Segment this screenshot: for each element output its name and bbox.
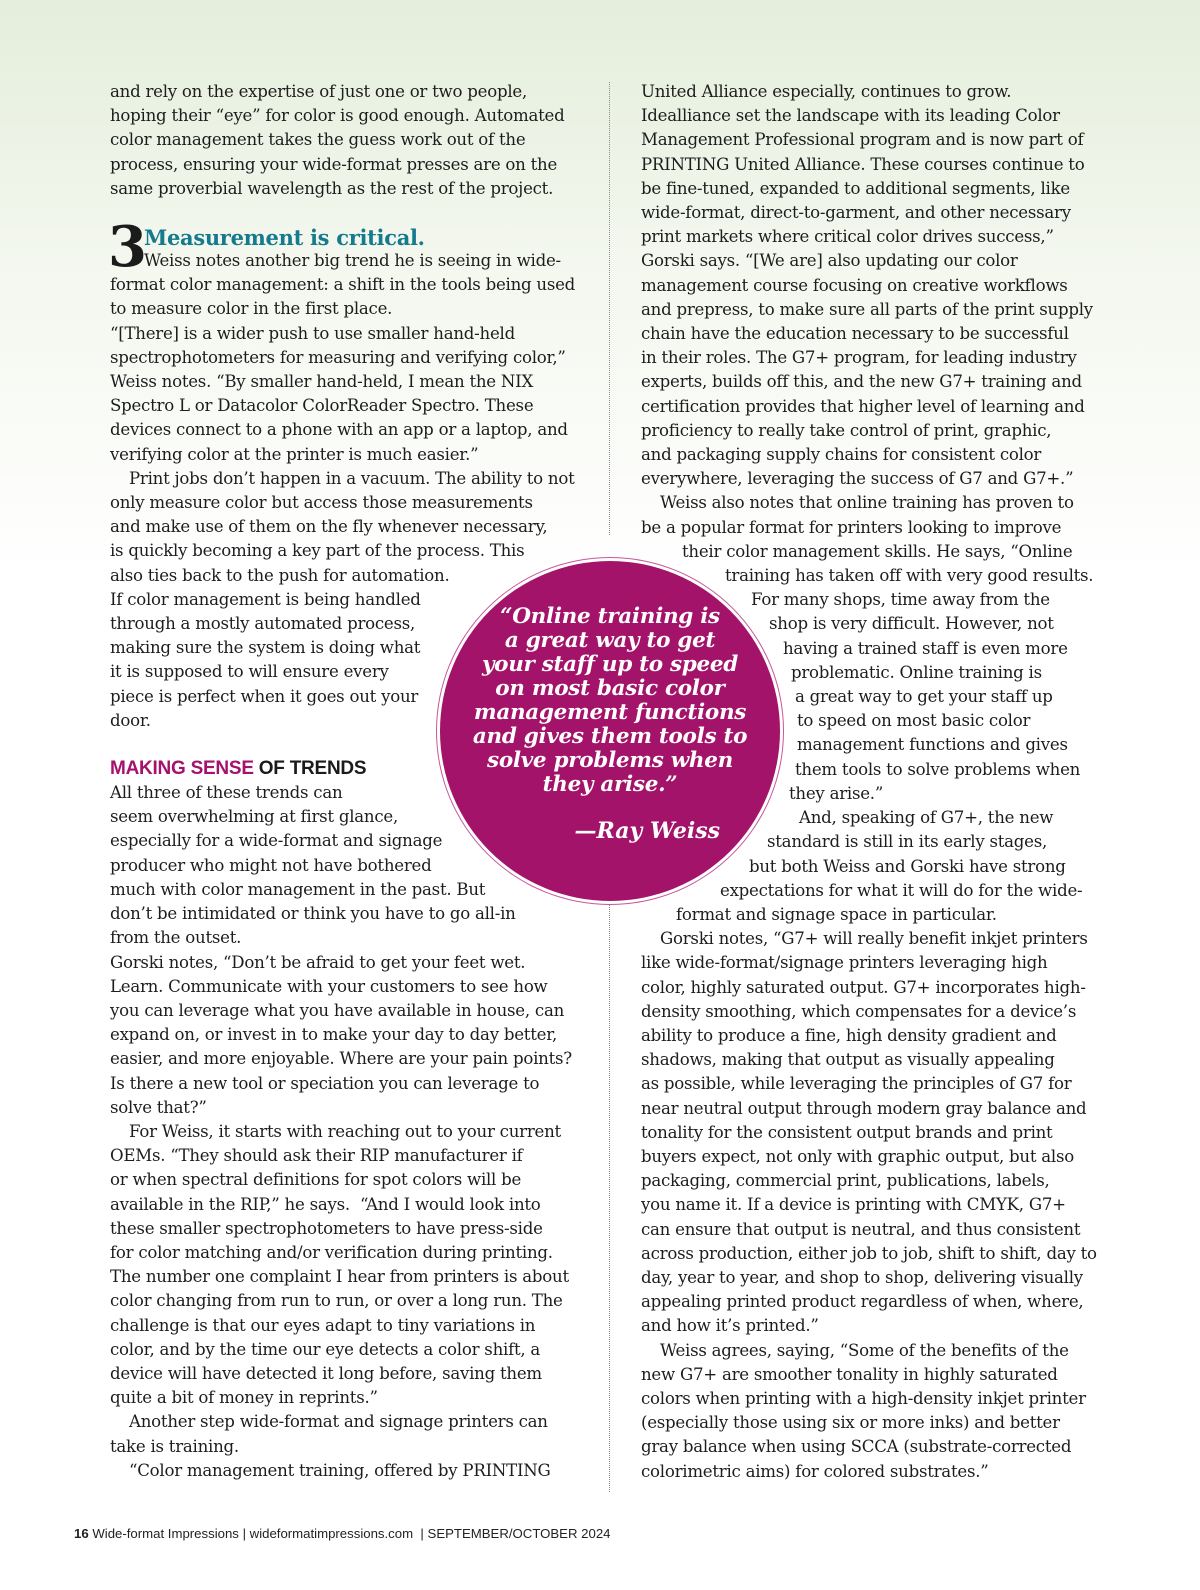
text-line: a great way to get your staff up bbox=[795, 687, 1053, 707]
text-line: is quickly becoming a key part of the process. This bbox=[110, 541, 525, 561]
pull-quote-text: “Online training is a great way to get your staff up to speed on most basic color management functions and gives them tools to solve problems when they arise.” bbox=[472, 604, 748, 797]
text-line: to measure color in the first place. bbox=[110, 299, 393, 319]
text-line: training has taken off with very good results. bbox=[725, 566, 1094, 586]
text-line: everywhere, leveraging the success of G7 and G7+.” bbox=[641, 469, 1074, 489]
body-paragraph bbox=[641, 80, 1121, 491]
text-line: Print jobs don’t happen in a vacuum. The ability to not bbox=[129, 468, 575, 488]
text-line: and rely on the expertise of just one or two people, bbox=[110, 82, 527, 101]
text-line: management functions and gives bbox=[797, 735, 1068, 755]
text-line: verifying color at the printer is much easier.” bbox=[110, 444, 479, 464]
text-line: shadows, making that output as visually appealing bbox=[641, 1050, 1055, 1070]
text-line: producer who might not have bothered bbox=[110, 855, 432, 875]
text-line: seem overwhelming at first glance, bbox=[110, 807, 398, 827]
text-line: problematic. Online training is bbox=[791, 662, 1042, 682]
text-line: challenge is that our eyes adapt to tiny variations in bbox=[110, 1315, 536, 1335]
website-link[interactable]: wideformatimpressions.com bbox=[249, 1526, 414, 1541]
subhead-accent: MAKING SENSE bbox=[110, 758, 254, 780]
text-line: (especially those using six or more inks) and better bbox=[641, 1413, 1060, 1433]
text-line: buyers expect, not only with graphic output, but also bbox=[641, 1146, 1074, 1166]
publication-name: Wide-format Impressions bbox=[88, 1526, 239, 1541]
body-paragraph bbox=[641, 1339, 1121, 1484]
pull-quote-attribution: —Ray Weiss bbox=[574, 818, 720, 844]
text-line: in their roles. The G7+ program, for leading industry bbox=[641, 348, 1077, 368]
subhead-rest: OF TRENDS bbox=[253, 758, 367, 780]
text-line: only measure color but access those measurements bbox=[110, 493, 533, 513]
text-line: OEMs. “They should ask their RIP manufacturer if bbox=[110, 1146, 523, 1166]
text-line: as possible, while leveraging the principles of G7 for bbox=[641, 1074, 1072, 1094]
text-line: chain have the education necessary to be successful bbox=[641, 324, 1069, 344]
text-line: gray balance when using SCCA (substrate-corrected bbox=[641, 1437, 1072, 1457]
text-line: format color management: a shift in the tools being used bbox=[110, 275, 576, 295]
text-line: or when spectral definitions for spot colors will be bbox=[110, 1170, 522, 1190]
column-divider bbox=[609, 905, 610, 1492]
text-line: take is training. bbox=[110, 1436, 239, 1456]
text-line: Gorski says. “[We are] also updating our color bbox=[641, 251, 1018, 271]
text-line: color management takes the guess work out of the bbox=[110, 130, 526, 150]
text-line: device will have detected it long before, saving them bbox=[110, 1363, 542, 1383]
text-line: don’t be intimidated or think you have to go all-in bbox=[110, 904, 516, 924]
text-line: but both Weiss and Gorski have strong bbox=[749, 856, 1066, 876]
text-line: hoping their “eye” for color is good enough. Automated bbox=[110, 106, 565, 126]
text-line: to speed on most basic color bbox=[797, 711, 1031, 731]
text-line: through a mostly automated process, bbox=[110, 614, 416, 634]
body-paragraph bbox=[110, 1120, 580, 1410]
text-line: much with color management in the past. But bbox=[110, 879, 486, 899]
text-line: be a popular format for printers looking to improve bbox=[641, 517, 1062, 537]
text-line: density smoothing, which compensates for a device’s bbox=[641, 1001, 1077, 1021]
text-line: “[There] is a wider push to use smaller hand-held bbox=[110, 323, 515, 343]
page-number: 16 bbox=[74, 1526, 89, 1541]
footer-separator: | bbox=[238, 1526, 250, 1541]
text-line: Gorski notes, “Don’t be afraid to get your feet wet. bbox=[110, 952, 526, 972]
text-line: Weiss also notes that online training has proven to bbox=[660, 493, 1074, 513]
text-line: For many shops, time away from the bbox=[751, 590, 1050, 610]
section-paragraph bbox=[110, 322, 580, 467]
text-line: For Weiss, it starts with reaching out to your current bbox=[129, 1121, 561, 1141]
text-line: you can leverage what you have available in house, can bbox=[110, 1000, 565, 1020]
text-line: near neutral output through modern gray balance and bbox=[641, 1098, 1087, 1118]
text-line: having a trained staff is even more bbox=[783, 638, 1068, 658]
text-line: shop is very difficult. However, not bbox=[769, 614, 1054, 634]
text-line: color, highly saturated output. G7+ incorporates high- bbox=[641, 977, 1086, 997]
text-line: these smaller spectrophotometers to have press-side bbox=[110, 1218, 543, 1238]
text-line: easier, and more enjoyable. Where are your pain points? bbox=[110, 1049, 572, 1069]
text-line: spectrophotometers for measuring and verifying color,” bbox=[110, 347, 566, 367]
text-line: print markets where critical color drives success,” bbox=[641, 227, 1054, 247]
text-line: packaging, commercial print, publications, labels, bbox=[641, 1171, 1050, 1191]
text-line: Management Professional program and is now part of bbox=[641, 130, 1084, 150]
text-line: can ensure that output is neutral, and thus consistent bbox=[641, 1219, 1081, 1239]
text-line: standard is still in its early stages, bbox=[767, 832, 1048, 852]
text-line: Weiss notes. “By smaller hand-held, I mean the NIX bbox=[110, 372, 534, 392]
text-line: tonality for the consistent output brands and print bbox=[641, 1122, 1053, 1142]
text-line: If color management is being handled bbox=[110, 589, 421, 609]
text-line: it is supposed to will ensure every bbox=[110, 662, 389, 682]
text-line: United Alliance especially, continues to grow. bbox=[641, 82, 1012, 101]
text-line: expectations for what it will do for the wide- bbox=[720, 880, 1083, 900]
footer-separator: | bbox=[413, 1526, 428, 1541]
section-title: Measurement is critical. bbox=[144, 225, 425, 251]
text-line: All three of these trends can bbox=[110, 783, 343, 803]
text-line: quite a bit of money in reprints.” bbox=[110, 1388, 378, 1408]
text-line: The number one complaint I hear from printers is about bbox=[110, 1267, 569, 1287]
text-line: expand on, or invest in to make your day to day better, bbox=[110, 1025, 558, 1045]
page-footer bbox=[74, 1526, 611, 1542]
text-line: Gorski notes, “G7+ will really benefit inkjet printers bbox=[660, 929, 1088, 949]
body-paragraph bbox=[110, 1459, 580, 1483]
text-line: Another step wide-format and signage printers can bbox=[129, 1412, 548, 1432]
text-line: devices connect to a phone with an app or a laptop, and bbox=[110, 420, 568, 440]
text-line: color changing from run to run, or over a long run. The bbox=[110, 1291, 563, 1311]
text-line: and prepress, to make sure all parts of the print supply bbox=[641, 299, 1093, 319]
text-line: you name it. If a device is printing with CMYK, G7+ bbox=[641, 1195, 1066, 1215]
text-line: same proverbial wavelength as the rest of the project. bbox=[110, 178, 554, 198]
drop-cap-number: 3 bbox=[108, 214, 147, 281]
issue-date: SEPTEMBER/OCTOBER 2024 bbox=[427, 1526, 611, 1541]
text-line: Is there a new tool or speciation you can leverage to bbox=[110, 1073, 540, 1093]
text-line: their color management skills. He says, “Online bbox=[682, 541, 1073, 561]
text-line: door. bbox=[110, 710, 151, 730]
body-paragraph bbox=[110, 1410, 580, 1458]
text-line: Learn. Communicate with your customers to see how bbox=[110, 976, 548, 996]
text-line: and how it’s printed.” bbox=[641, 1316, 819, 1336]
text-line: color, and by the time our eye detects a color shift, a bbox=[110, 1339, 541, 1359]
column-divider bbox=[609, 82, 610, 535]
text-line: and packaging supply chains for consistent color bbox=[641, 445, 1042, 465]
text-line: and make use of them on the fly whenever necessary, bbox=[110, 517, 548, 537]
text-line: experts, builds off this, and the new G7+ training and bbox=[641, 372, 1082, 392]
text-line: And, speaking of G7+, the new bbox=[799, 808, 1054, 828]
section-paragraph bbox=[110, 249, 580, 322]
text-line: for color matching and/or verification during printing. bbox=[110, 1242, 553, 1262]
text-line: also ties back to the push for automation. bbox=[110, 565, 450, 585]
body-paragraph bbox=[110, 951, 580, 1120]
text-line: Spectro L or Datacolor ColorReader Spectro. These bbox=[110, 396, 534, 416]
text-line: appealing printed product regardless of when, where, bbox=[641, 1292, 1084, 1312]
text-line: making sure the system is doing what bbox=[110, 638, 421, 658]
text-line: ability to produce a fine, high density gradient and bbox=[641, 1025, 1057, 1045]
text-line: them tools to solve problems when bbox=[795, 759, 1081, 779]
text-line: available in the RIP,” he says. “And I would look into bbox=[110, 1194, 541, 1214]
text-line: like wide-format/signage printers leveraging high bbox=[641, 953, 1048, 973]
text-line: Weiss notes another big trend he is seeing in wide- bbox=[144, 251, 561, 271]
text-line: certification provides that higher level of learning and bbox=[641, 396, 1085, 416]
text-line: be fine-tuned, expanded to additional segments, like bbox=[641, 178, 1070, 198]
text-line: solve that?” bbox=[110, 1097, 207, 1117]
text-line: from the outset. bbox=[110, 928, 242, 948]
text-line: piece is perfect when it goes out your bbox=[110, 686, 419, 706]
text-line: Weiss agrees, saying, “Some of the benefits of the bbox=[660, 1340, 1069, 1360]
text-line: PRINTING United Alliance. These courses continue to bbox=[641, 154, 1085, 174]
text-line: they arise.” bbox=[789, 783, 884, 803]
text-line: wide-format, direct-to-garment, and other necessary bbox=[641, 203, 1071, 223]
intro-paragraph bbox=[110, 80, 580, 201]
text-line: colorimetric aims) for colored substrates.” bbox=[641, 1461, 989, 1481]
text-line: especially for a wide-format and signage bbox=[110, 831, 443, 851]
text-line: new G7+ are smoother tonality in highly saturated bbox=[641, 1364, 1058, 1384]
text-line: across production, either job to job, shift to shift, day to bbox=[641, 1243, 1097, 1263]
text-line: day, year to year, and shop to shop, delivering visually bbox=[641, 1267, 1083, 1287]
pull-quote-circle bbox=[440, 561, 780, 901]
text-line: colors when printing with a high-density inkjet printer bbox=[641, 1388, 1086, 1408]
text-line: “Color management training, offered by PRINTING bbox=[129, 1460, 551, 1480]
text-line: format and signage space in particular. bbox=[676, 904, 997, 924]
text-line: process, ensuring your wide-format presses are on the bbox=[110, 154, 558, 174]
text-line: management course focusing on creative workflows bbox=[641, 275, 1068, 295]
text-line: proficiency to really take control of print, graphic, bbox=[641, 420, 1052, 440]
text-line: Idealliance set the landscape with its leading Color bbox=[641, 106, 1060, 126]
body-paragraph bbox=[641, 927, 1121, 1338]
